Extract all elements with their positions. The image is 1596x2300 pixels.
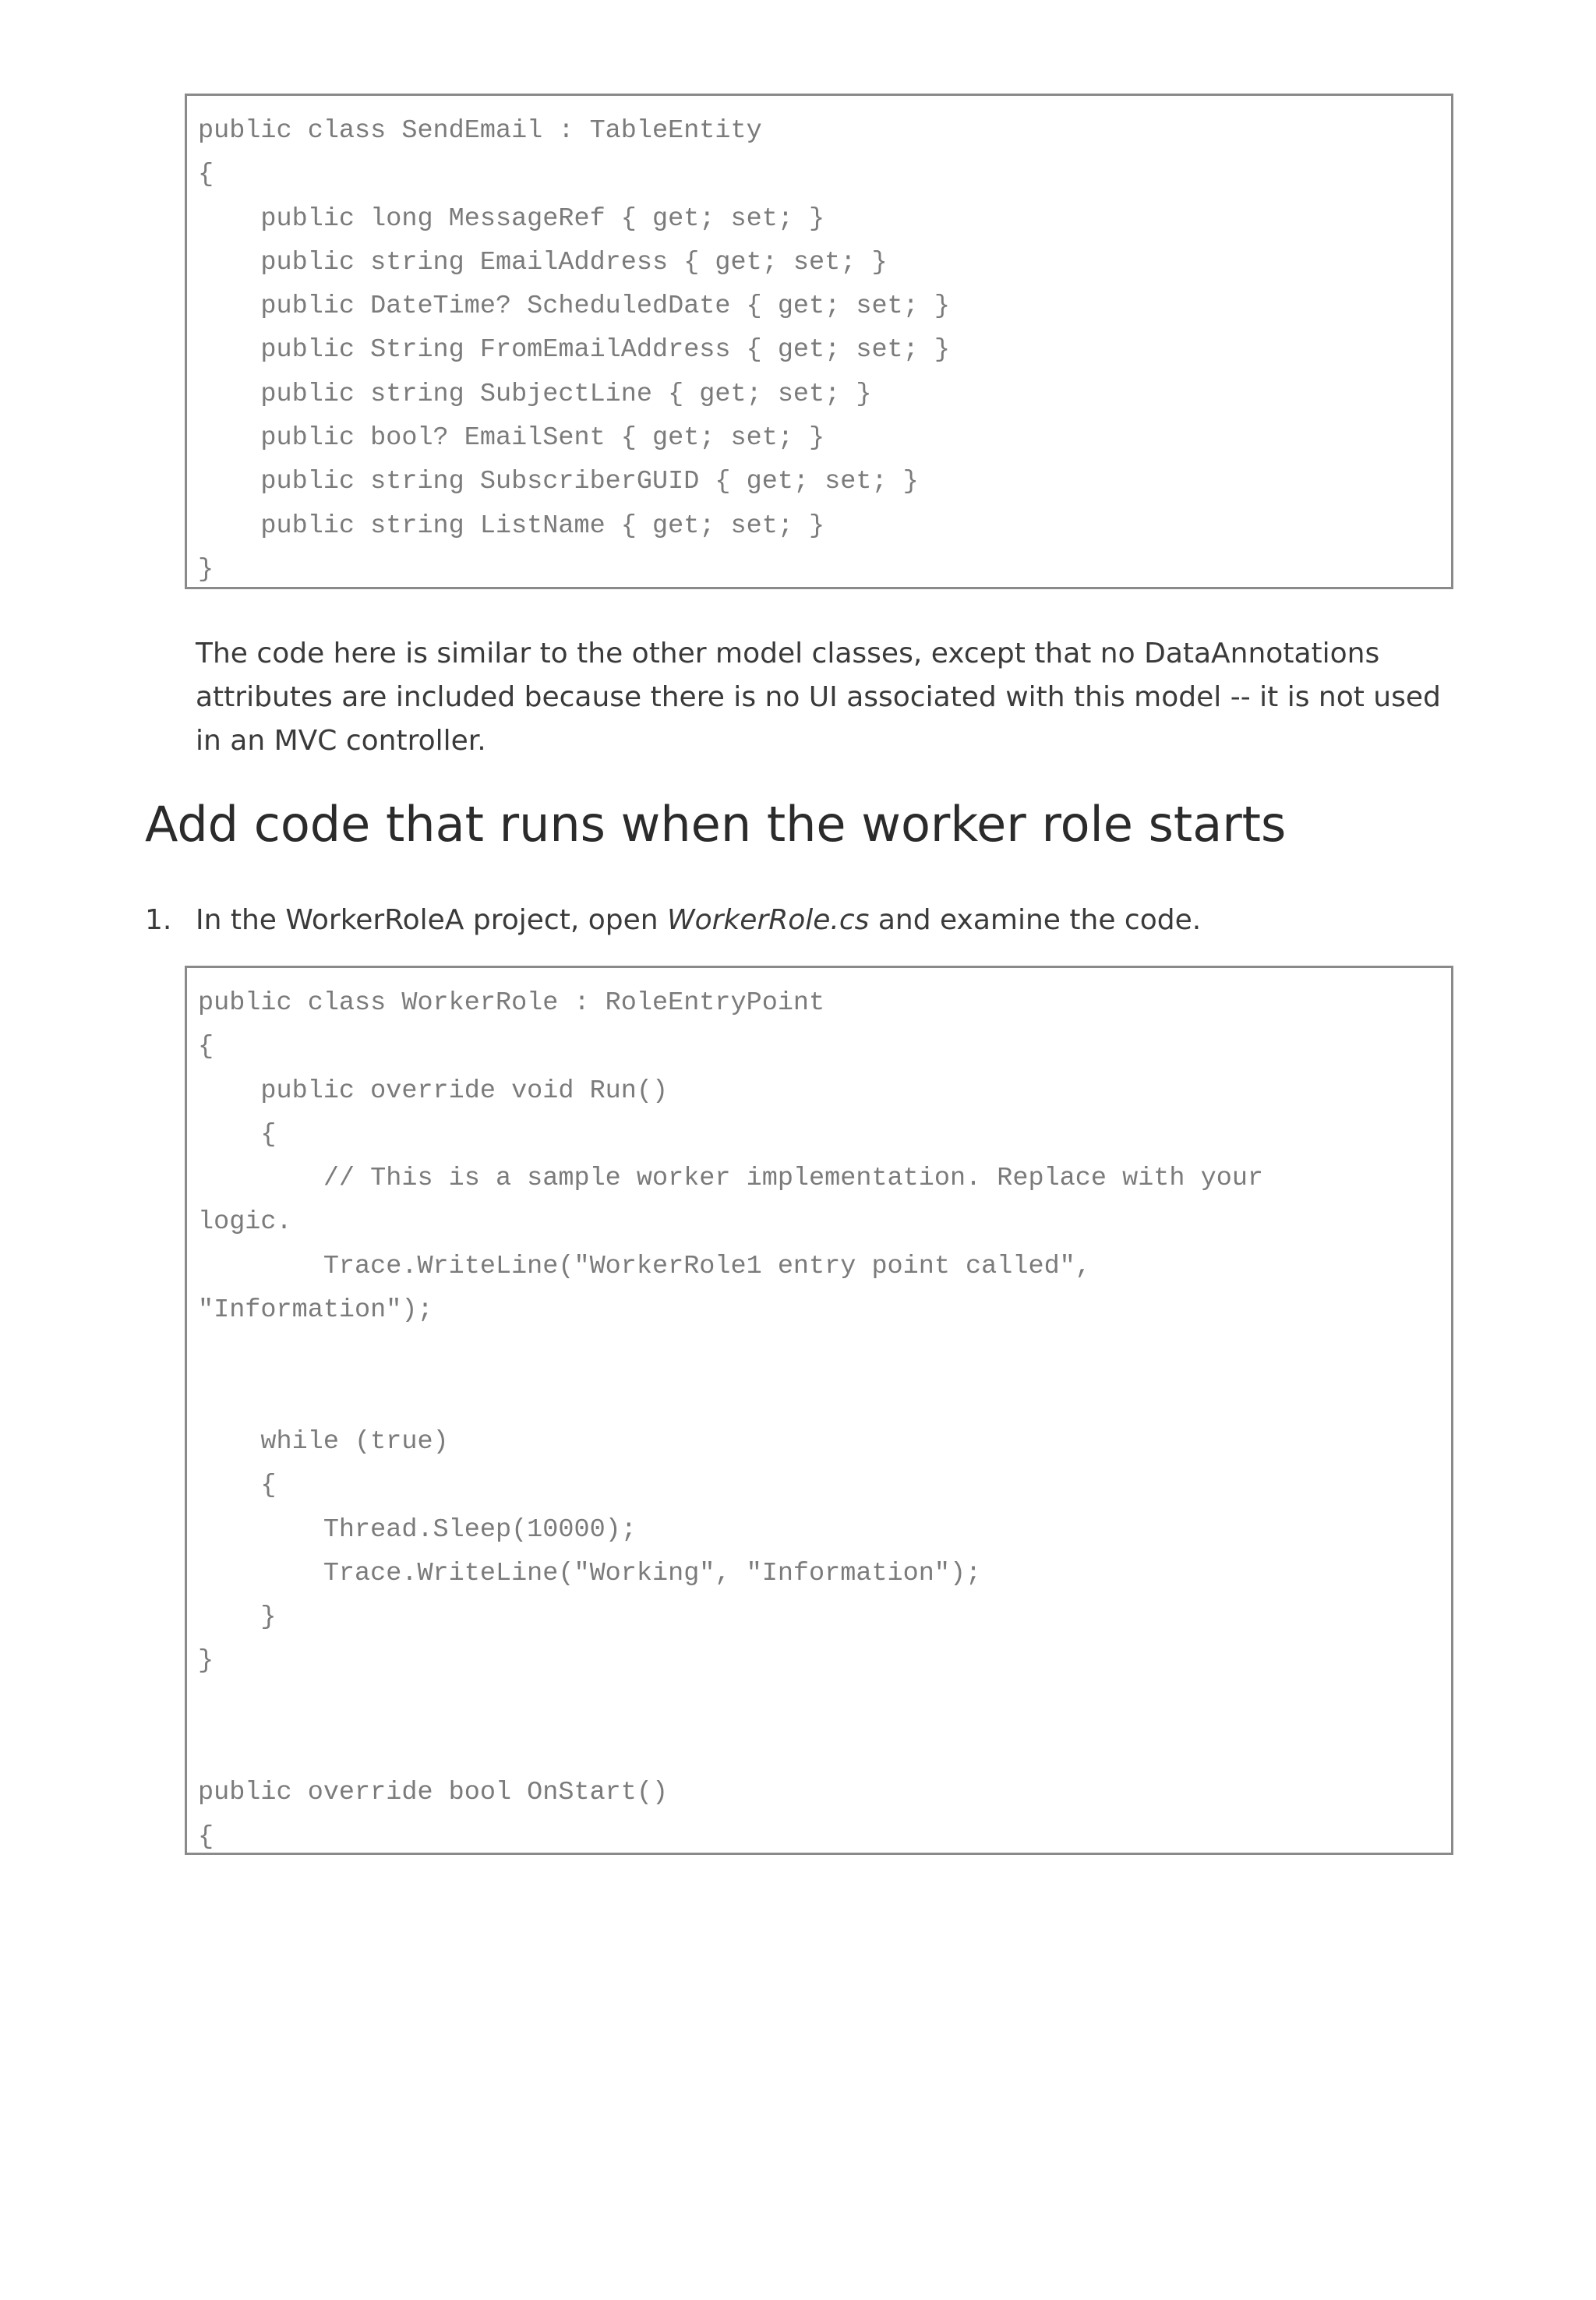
- file-name: WorkerRole.cs: [667, 904, 870, 936]
- step-text: [196, 899, 1201, 942]
- code-text: public class WorkerRole : RoleEntryPoint { public override void Run() { // This is a sample worker implementation. Replace with your logic. Trace.WriteLine("WorkerRole1 entry point called", "Information"); while (true) { Thread.Sleep(10000); Trace.WriteLine("Working", "Information"); } } public override bool OnStart() {: [198, 988, 1264, 1852]
- section-heading: Add code that runs when the worker role starts: [145, 796, 1287, 853]
- code-text: public class SendEmail : TableEntity { public long MessageRef { get; set; } public string EmailAddress { get; set; } public DateTime? ScheduledDate { get; set; } public String FromEmailAddress { get; set; } public string SubjectLine { get; set; } public bool? EmailSent { get; set; } public string SubscriberGUID { get; set; } public string ListName { get; set; } }: [198, 116, 950, 585]
- code-block-sendemail: [185, 94, 1453, 589]
- step-text-before: In the WorkerRoleA project, open: [196, 904, 667, 936]
- code-block-workerrole: [185, 966, 1453, 1855]
- body-paragraph: The code here is similar to the other model classes, except that no DataAnnotations attributes are included because there is no UI associated with this model -- it is not used in an MVC controller.: [196, 638, 1441, 757]
- step-text-after: and examine the code.: [869, 904, 1202, 936]
- step-number: 1.: [145, 904, 172, 936]
